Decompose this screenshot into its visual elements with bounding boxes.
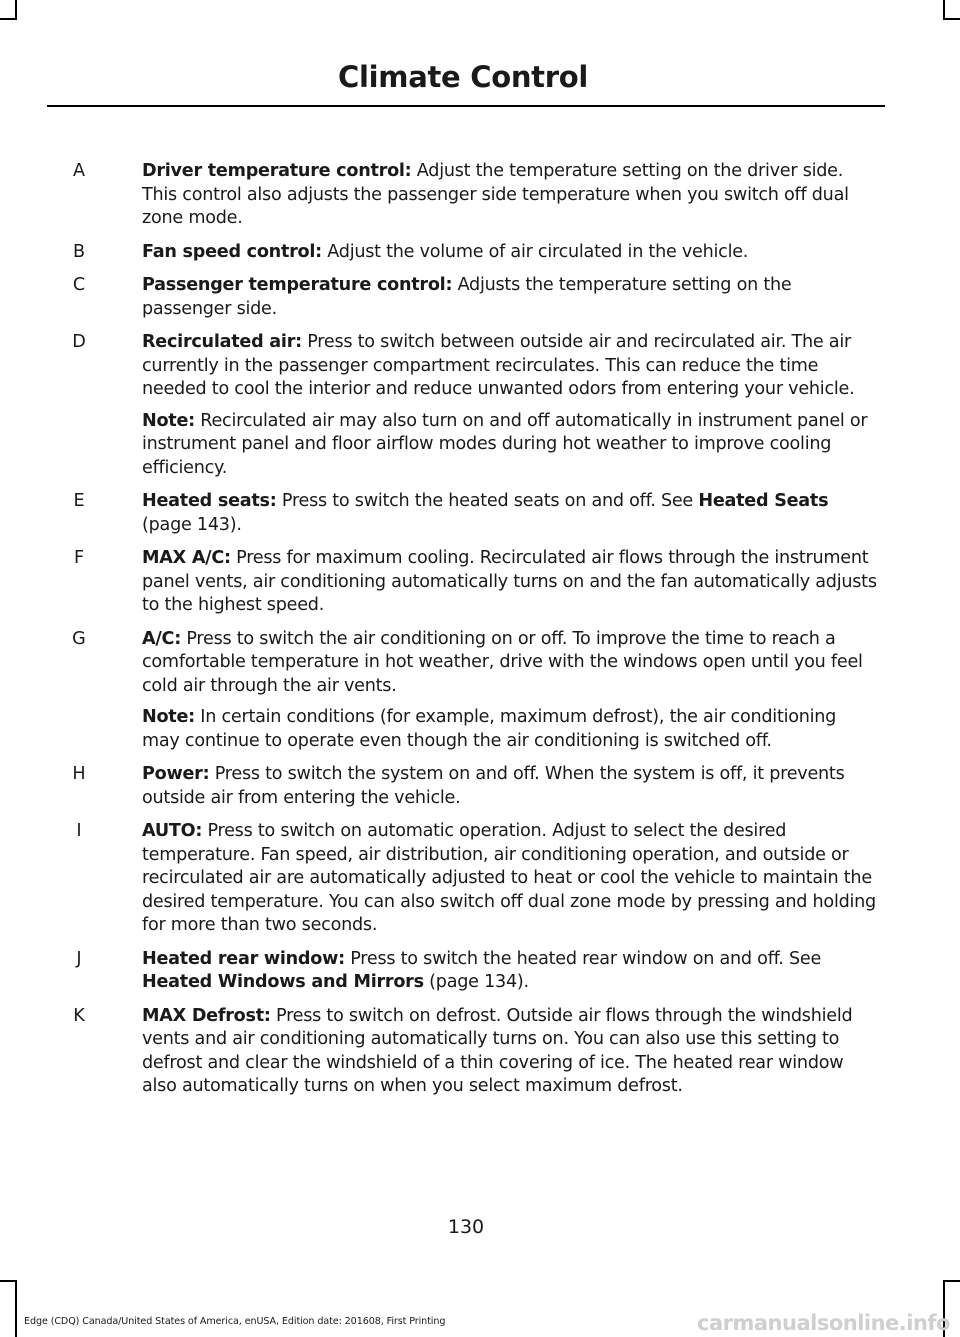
legend-description: [142, 820, 877, 938]
legend-letter: J: [76, 948, 82, 969]
description-text: Press to switch the heated rear window on and off. See: [344, 948, 822, 969]
legend-entry: [62, 274, 877, 321]
legend-entry: [62, 1005, 877, 1099]
crop-mark-top-right: [943, 18, 960, 20]
legend-description: [142, 763, 877, 810]
description-paragraph: [142, 331, 877, 402]
bold-term: AUTO:: [142, 821, 203, 841]
legend-entry: [62, 241, 877, 265]
bold-term: A/C:: [142, 628, 181, 649]
header-divider: [47, 105, 885, 107]
crop-mark-top-right: [943, 0, 945, 20]
crop-mark-bottom-right: [943, 1280, 960, 1282]
bold-term: Passenger temperature control:: [142, 275, 453, 295]
crop-mark-bottom-left: [0, 1280, 17, 1282]
description-paragraph: [142, 490, 877, 537]
legend-entry: [62, 160, 877, 231]
legend-description: [142, 274, 877, 321]
description-paragraph: [142, 410, 877, 481]
legend-letter: K: [73, 1005, 85, 1026]
legend-entry: [62, 763, 877, 810]
legend-letter: E: [73, 491, 85, 511]
crop-mark-top-left: [0, 18, 17, 20]
bold-term: Heated rear window:: [142, 948, 345, 969]
cross-reference: Heated Seats: [698, 491, 829, 511]
legend-description: [142, 160, 877, 231]
description-text: Press to switch on automatic operation. Adjust to select the desired temperature. Fan speed, air distribution, air conditioning operation, and outside or recirculated air are automatically adjusted to heat or cool the vehicle to maintain the desired temperature. You can also switch off dual zone mode by pressing and holding for more than two seconds.: [142, 821, 876, 935]
crop-mark-top-left: [15, 0, 17, 20]
description-text: Press to switch between outside air and recirculated air. The air currently in the passenger compartment recirculates. This can reduce the time needed to cool the interior and reduce unwanted odors from entering your vehicle.: [142, 332, 855, 399]
legend-letter: I: [76, 821, 82, 841]
edition-footer: Edge (CDQ) Canada/United States of America, enUSA, Edition date: 201608, First Printing: [24, 1316, 446, 1327]
description-paragraph: [142, 274, 877, 321]
description-text: Press for maximum cooling. Recirculated air flows through the instrument panel vents, air conditioning automatically turns on and the fan automatically adjusts to the highest speed.: [142, 548, 877, 615]
description-paragraph: [142, 763, 877, 810]
description-text: Adjust the volume of air circulated in the vehicle.: [321, 241, 749, 262]
description-paragraph: [142, 241, 877, 265]
legend-letter: C: [72, 275, 86, 295]
description-paragraph: [142, 948, 877, 995]
crop-mark-bottom-left: [15, 1280, 17, 1337]
legend-letter: H: [72, 764, 86, 784]
legend-description: [142, 1005, 877, 1099]
description-paragraph: [142, 706, 877, 753]
bold-term: Power:: [142, 764, 210, 784]
legend-description: [142, 628, 877, 754]
description-text: Press to switch on defrost. Outside air flows through the windshield vents and air conditioning automatically turns on. You can also use this setting to defrost and clear the windshield of a thin covering of ice. The heated rear window also automatically turns on when you select maximum defrost.: [142, 1005, 853, 1096]
description-paragraph: [142, 1005, 877, 1099]
control-legend-list: [62, 160, 877, 1109]
legend-entry: [62, 490, 877, 537]
description-text: In certain conditions (for example, maximum defrost), the air conditioning may continue to operate even though the air conditioning is switched off.: [142, 707, 837, 751]
watermark-logo: carmanualsonline.info: [697, 1311, 950, 1335]
description-paragraph: [142, 820, 877, 938]
page-number: 130: [447, 1216, 485, 1238]
legend-letter: B: [72, 241, 86, 262]
page-reference: (page 143).: [142, 514, 242, 535]
bold-term: Driver temperature control:: [142, 161, 412, 181]
legend-entry: [62, 628, 877, 754]
description-text: Adjusts the temperature setting on the passenger side.: [142, 275, 792, 319]
bold-term: Recirculated air:: [142, 332, 302, 352]
description-paragraph: [142, 160, 877, 231]
description-text: Recirculated air may also turn on and off automatically in instrument panel or instrument panel and floor airflow modes during hot weather to improve cooling efficiency.: [142, 410, 868, 478]
page-reference: (page 134).: [423, 972, 529, 992]
legend-letter: D: [72, 332, 86, 352]
legend-letter: G: [72, 628, 86, 649]
legend-entry: [62, 948, 877, 995]
bold-term: MAX Defrost:: [142, 1005, 271, 1026]
page-title: Climate Control: [338, 60, 588, 94]
legend-description: [142, 241, 877, 265]
description-paragraph: [142, 547, 877, 618]
description-text: Press to switch the air conditioning on or off. To improve the time to reach a comfortable temperature in hot weather, drive with the windows open until you feel cold air through the air vents.: [142, 628, 863, 696]
legend-letter: A: [72, 161, 86, 181]
legend-description: [142, 547, 877, 618]
legend-description: [142, 948, 877, 995]
cross-reference: Heated Windows and Mirrors: [142, 972, 424, 992]
bold-term: Note:: [142, 707, 195, 727]
bold-term: Heated seats:: [142, 491, 277, 511]
legend-entry: [62, 547, 877, 618]
bold-term: MAX A/C:: [142, 548, 231, 568]
description-text: Adjust the temperature setting on the driver side. This control also adjusts the passenger side temperature when you switch off dual zone mode.: [142, 161, 849, 228]
legend-entry: [62, 331, 877, 480]
description-text: Press to switch the system on and off. When the system is off, it prevents outside air from entering the vehicle.: [142, 764, 845, 808]
description-text: Press to switch the heated seats on and off. See: [276, 491, 699, 511]
legend-entry: [62, 820, 877, 938]
bold-term: Fan speed control:: [142, 241, 322, 262]
bold-term: Note:: [142, 410, 195, 431]
legend-letter: F: [73, 548, 85, 568]
description-paragraph: [142, 628, 877, 699]
legend-description: [142, 331, 877, 480]
legend-description: [142, 490, 877, 537]
